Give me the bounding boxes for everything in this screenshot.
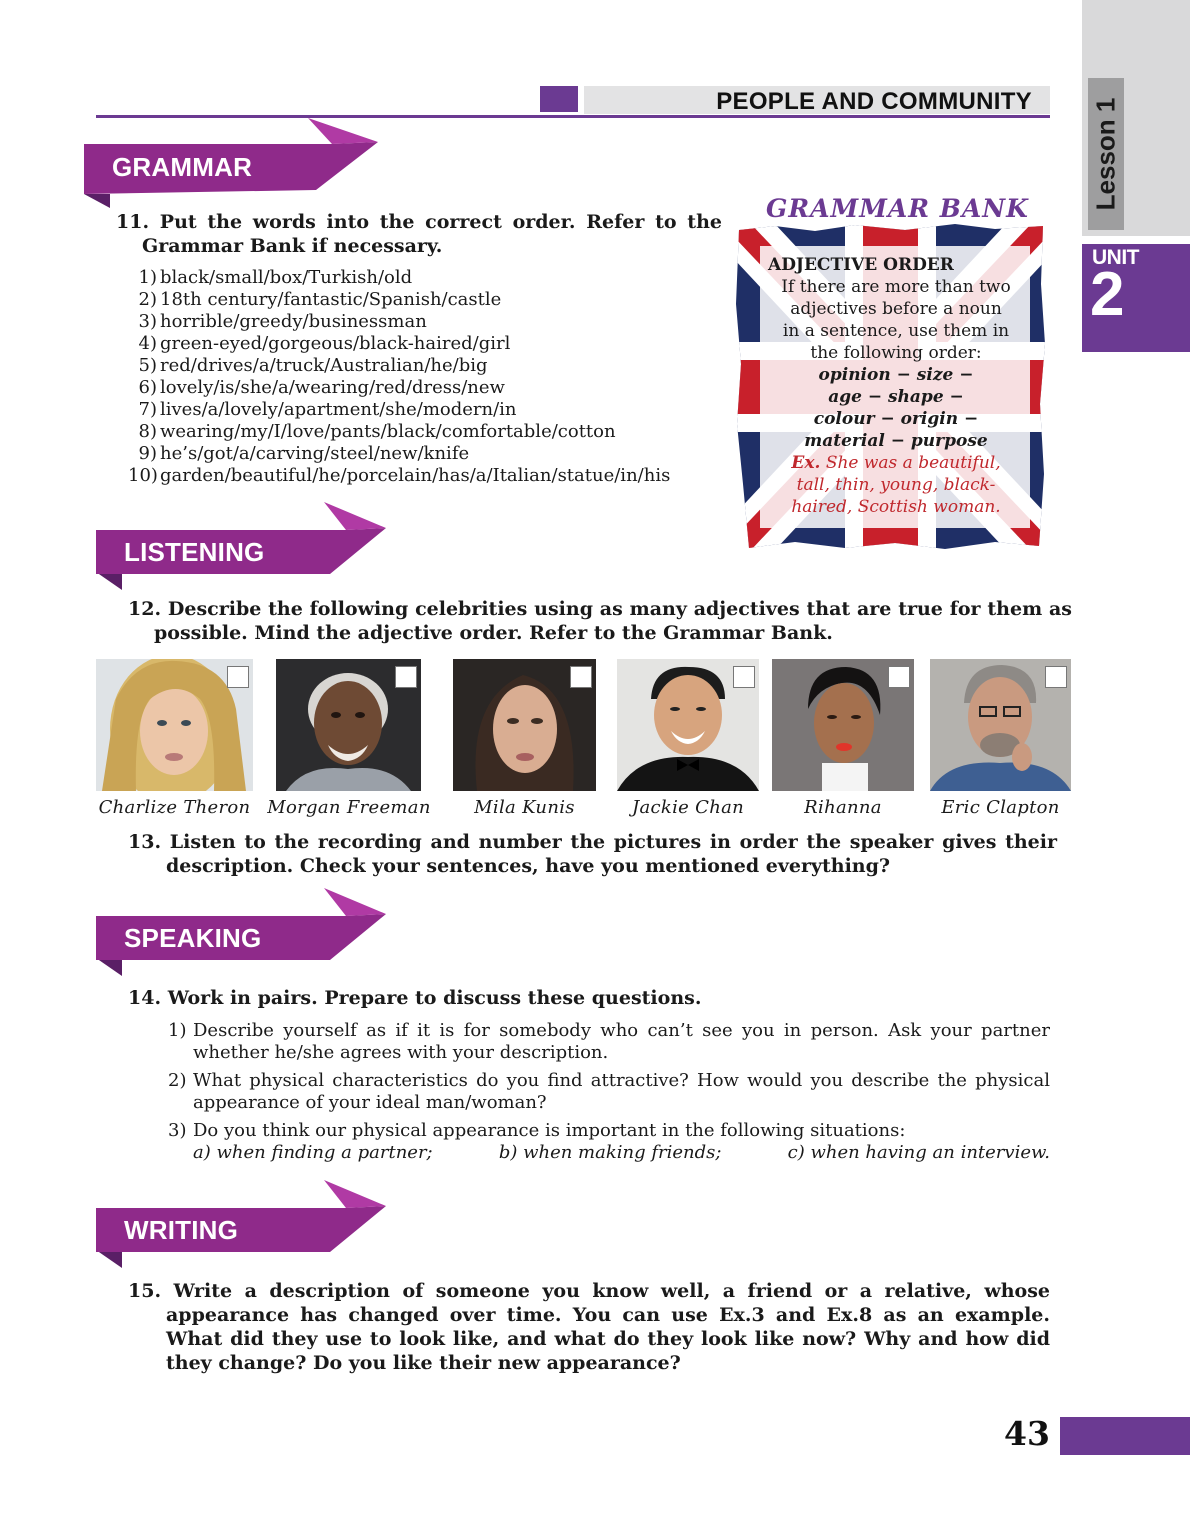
item-text: What physical characteristics do you find attractive? How would you describe the physical appearance of your ideal man/woman? [193, 1070, 1050, 1113]
exercise-number: 13. [128, 831, 162, 853]
example-line: haired, Scottish woman. [791, 497, 1001, 517]
item-text: he’s/got/a/carving/steel/new/knife [160, 443, 470, 464]
list-item [128, 355, 728, 377]
exercise-number: 14. [128, 987, 162, 1009]
list-item [128, 399, 728, 421]
list-item [128, 289, 728, 311]
section-ribbon-speaking [94, 886, 394, 984]
grammar-bank-line: If there are more than two [781, 277, 1011, 297]
item-number: 3) [138, 311, 157, 332]
item-text: Do you think our physical appearance is important in the following situations: [193, 1120, 906, 1141]
list-item [128, 421, 728, 443]
item-text: garden/beautiful/he/porcelain/has/a/Italian/statue/in/his [160, 465, 671, 486]
page-number: 43 [1004, 1414, 1050, 1453]
header-accent-square [540, 86, 578, 112]
list-item [128, 333, 728, 355]
exercise-text: Work in pairs. Prepare to discuss these questions. [167, 987, 702, 1009]
list-item [128, 311, 728, 333]
list-item [168, 1020, 1050, 1064]
exercise-13-instruction [128, 830, 1057, 878]
option-b: b) when making friends; [498, 1142, 722, 1163]
grammar-bank-line: in a sentence, use them in [782, 321, 1010, 341]
section-ribbon-writing [94, 1178, 394, 1276]
section-title: SPEAKING [124, 923, 262, 953]
grammar-bank-order: colour − origin − [813, 409, 979, 429]
number-checkbox[interactable] [570, 666, 592, 688]
lesson-label: Lesson 1 [1090, 97, 1121, 211]
item-number: 10) [128, 465, 158, 486]
unit-label: UNIT [1092, 246, 1139, 269]
section-title: LISTENING [124, 537, 265, 567]
list-item [168, 1120, 1050, 1142]
item-number: 2) [138, 289, 157, 310]
celebrity-photo-morgan-freeman [276, 659, 421, 791]
item-number: 4) [138, 333, 157, 354]
celebrity-name: Charlize Theron [98, 797, 251, 818]
item-text: horrible/greedy/businessman [160, 311, 427, 332]
item-number: 7) [138, 399, 157, 420]
item-text: lives/a/lovely/apartment/she/modern/in [160, 399, 517, 420]
celebrity-photo-jackie-chan [617, 659, 759, 791]
list-item [128, 465, 728, 487]
number-checkbox[interactable] [733, 666, 755, 688]
lesson-tab [1088, 78, 1124, 230]
exercise-text: Describe the following celebrities using as many adjectives that are true for them as possible. Mind the adjective order. Refer to the Grammar Bank. [154, 598, 1072, 644]
item-number: 2) [168, 1070, 187, 1091]
item-number: 9) [138, 443, 157, 464]
exercise-number: 12. [128, 598, 162, 620]
list-item [128, 377, 728, 399]
exercise-11-instruction [116, 210, 722, 258]
example-line: tall, thin, young, black- [796, 475, 996, 495]
exercise-15-instruction [128, 1279, 1050, 1375]
item-text: wearing/my/I/love/pants/black/comfortable/cotton [160, 421, 616, 442]
number-checkbox[interactable] [888, 666, 910, 688]
celebrity-photo-rihanna [772, 659, 914, 791]
celebrity-name: Morgan Freeman [267, 797, 431, 818]
item-number: 5) [138, 355, 157, 376]
item-text: black/small/box/Turkish/old [160, 267, 413, 288]
item-text: lovely/is/she/a/wearing/red/dress/new [160, 377, 505, 398]
list-item [128, 443, 728, 465]
item-number: 3) [168, 1120, 187, 1141]
number-checkbox[interactable] [395, 666, 417, 688]
exercise-number: 15. [128, 1280, 162, 1302]
grammar-bank-line: adjectives before a noun [790, 299, 1002, 319]
unit-tab [1082, 244, 1190, 352]
grammar-bank-title: GRAMMAR BANK [766, 194, 1029, 223]
exercise-12-instruction [128, 597, 1072, 645]
answer-options [168, 1142, 1050, 1164]
celebrity-photo-charlize-theron [96, 659, 253, 791]
item-number: 1) [168, 1020, 187, 1041]
grammar-bank-text [768, 254, 1024, 518]
item-text: 18th century/fantastic/Spanish/castle [160, 289, 502, 310]
grammar-bank-order: material − purpose [804, 431, 988, 451]
grammar-bank-heading: ADJECTIVE ORDER [768, 255, 954, 275]
item-number: 6) [138, 377, 157, 398]
section-ribbon-listening [94, 500, 394, 598]
grammar-bank-order: age − shape − [828, 387, 964, 407]
list-item [168, 1070, 1050, 1114]
grammar-bank-example [768, 452, 1024, 474]
exercise-11-items [128, 267, 728, 487]
option-c: c) when having an interview. [787, 1142, 1050, 1163]
item-text: green-eyed/gorgeous/black-haired/girl [160, 333, 511, 354]
item-text: Describe yourself as if it is for somebody who can’t see you in person. Ask your partner whether he/she agrees with your description. [193, 1020, 1050, 1063]
exercise-text: Put the words into the correct order. Refer to the Grammar Bank if necessary. [142, 211, 722, 257]
example-label: Ex. [791, 453, 821, 473]
section-title: GRAMMAR [112, 152, 253, 182]
exercise-text: Listen to the recording and number the pictures in order the speaker gives their description. Check your sentences, have you mentioned everything? [166, 831, 1057, 877]
item-number: 1) [138, 267, 157, 288]
number-checkbox[interactable] [227, 666, 249, 688]
grammar-bank-order: opinion − size − [818, 365, 974, 385]
section-ribbon-grammar [82, 116, 382, 214]
celebrity-name: Jackie Chan [631, 797, 745, 818]
celebrity-name: Eric Clapton [941, 797, 1060, 818]
celebrity-photo-mila-kunis [453, 659, 596, 791]
list-item [128, 267, 728, 289]
option-a: a) when finding a partner; [193, 1142, 433, 1163]
section-title: WRITING [124, 1215, 239, 1245]
chapter-title: PEOPLE AND COMMUNITY [584, 86, 1050, 114]
exercise-number: 11. [116, 211, 150, 233]
grammar-bank-line: the following order: [810, 343, 982, 363]
unit-number: 2 [1090, 260, 1125, 329]
number-checkbox[interactable] [1045, 666, 1067, 688]
item-number: 8) [138, 421, 157, 442]
item-text: red/drives/a/truck/Australian/he/big [160, 355, 488, 376]
page-number-bar [1060, 1417, 1190, 1455]
example-line: She was a beautiful, [825, 453, 1001, 473]
exercise-14-items [168, 1020, 1050, 1164]
celebrity-photo-eric-clapton [930, 659, 1071, 791]
celebrity-name: Rihanna [804, 797, 882, 818]
exercise-14-instruction [128, 986, 1057, 1010]
celebrity-name: Mila Kunis [474, 797, 575, 818]
exercise-text: Write a description of someone you know well, a friend or a relative, whose appearance has changed over time. You can use Ex.3 and Ex.8 as an example. What did they use to look like, and what do they look like now? Why and how did they change? Do you like their new appearance? [166, 1280, 1050, 1374]
